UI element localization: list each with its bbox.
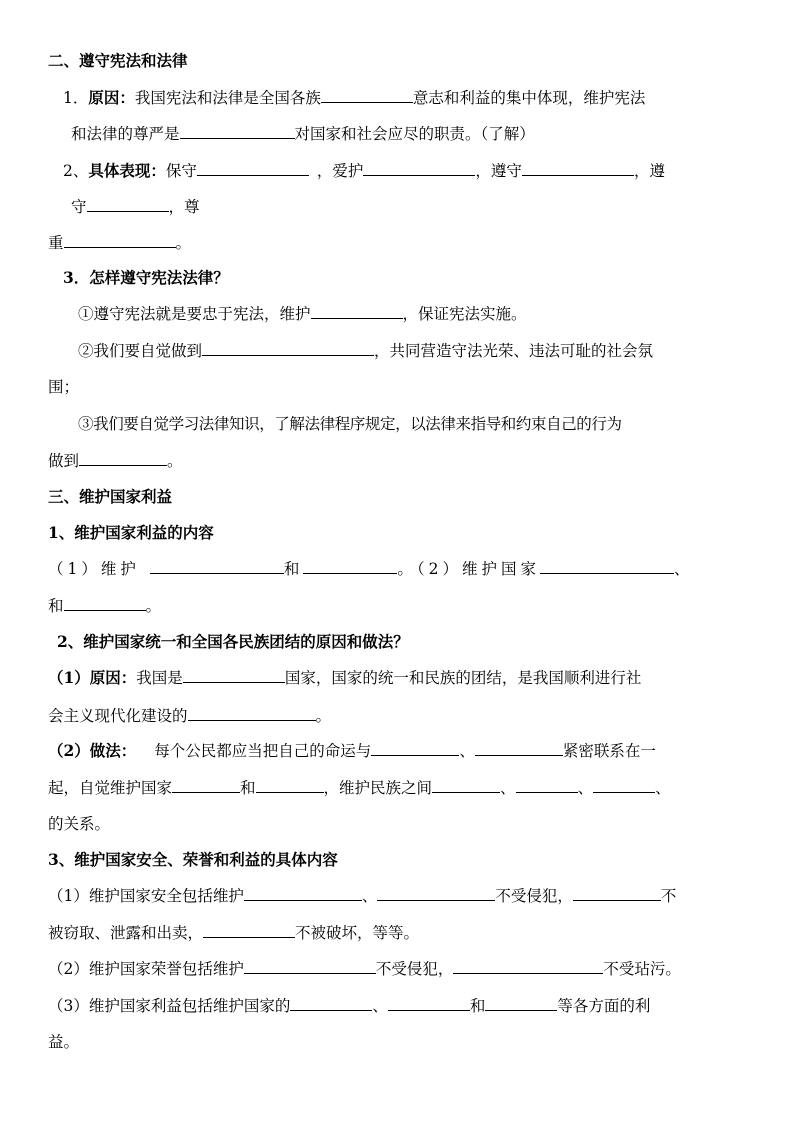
blank[interactable] [363,161,475,176]
content-line-1: （1）维护 和 。（2）维护国家 、 [48,560,690,578]
cause-line-1: （1）原因：我国是 国家，国家的统一和民族的团结，是我国顺利进行社 [48,668,642,687]
sub-heading-3: 3、维护国家安全、荣誉和利益的具体内容 [48,850,338,869]
blank[interactable] [388,996,470,1011]
blank[interactable] [244,959,376,974]
blank[interactable] [150,559,284,574]
how-heading: 3．怎样遵守宪法法律？ [63,268,229,287]
method-line-2: 起，自觉维护国家 和 ，维护民族之间 、 、 、 [48,779,671,797]
blank[interactable] [64,596,146,611]
blank[interactable] [79,451,167,466]
section-heading-3: 三、维护国家利益 [48,487,173,506]
blank[interactable] [485,996,557,1011]
blank[interactable] [197,161,309,176]
blank[interactable] [303,559,397,574]
blank[interactable] [573,886,661,901]
security-line-1: （1）维护国家安全包括维护 、 不受侵犯， 不 [48,887,677,905]
honor-line: （2）维护国家荣誉包括维护 不受侵犯， 不受玷污。 [48,960,681,978]
how-item-3: ③我们要自觉学习法律知识，了解法律程序规定，以法律来指导和约束自己的行为 [78,415,622,433]
interest-line-1: （3）维护国家利益包括维护国家的 、 和 等各方面的利 [48,997,651,1015]
manifest-line-3: 重 。 [48,234,192,252]
reason-line-1: 1．原因：我国宪法和法律是全国各族 意志和利益的集中体现，维护宪法 [63,88,646,107]
blank[interactable] [203,923,295,938]
sub-heading-2: 2、维护国家统一和全国各民族团结的原因和做法？ [57,632,409,651]
blank[interactable] [172,778,240,793]
blank[interactable] [377,886,495,901]
how-item-1: ①遵守宪法就是要忠于宪法，维护 ，保证宪法实施。 [78,305,527,323]
how-item-2-cont: 围； [48,378,80,396]
blank[interactable] [87,197,169,212]
blank[interactable] [256,778,324,793]
blank[interactable] [64,233,176,248]
blank[interactable] [522,161,634,176]
blank[interactable] [540,559,674,574]
blank[interactable] [321,88,413,103]
cause-line-2: 会主义现代化建设的 。 [48,707,332,725]
content-line-2: 和 。 [48,597,162,615]
reason-line-2: 和法律的尊严是 对国家和社会应尽的职责。（了解） [71,125,535,143]
blank[interactable] [593,778,655,793]
sub-heading-1: 1、维护国家利益的内容 [48,523,214,542]
blank[interactable] [453,959,603,974]
interest-line-2: 益。 [48,1033,80,1051]
how-item-3-cont: 做到 。 [48,452,183,470]
blank[interactable] [183,668,285,683]
method-line-3: 的关系。 [48,815,111,833]
blank[interactable] [371,741,459,756]
security-line-2: 被窃取、泄露和出卖， 不被破坏，等等。 [48,924,420,942]
method-line-1: （2）做法： 每个公民都应当把自己的命运与 、 紧密联系在一 [48,741,656,760]
blank[interactable] [180,124,295,139]
blank[interactable] [244,886,362,901]
manifest-line-1: 2、具体表现：保守 ，爱护 ，遵守 ，遵 [63,161,665,180]
section-heading-2: 二、遵守宪法和法律 [48,51,188,70]
blank[interactable] [516,778,578,793]
blank[interactable] [432,778,500,793]
blank[interactable] [188,706,316,721]
blank[interactable] [311,304,403,319]
blank[interactable] [202,341,374,356]
how-item-2: ②我们要自觉做到 ，共同营造守法光荣、违法可耻的社会氛 [78,342,654,360]
manifest-line-2: 守 ，尊 [71,198,200,216]
blank[interactable] [475,741,563,756]
blank[interactable] [290,996,372,1011]
